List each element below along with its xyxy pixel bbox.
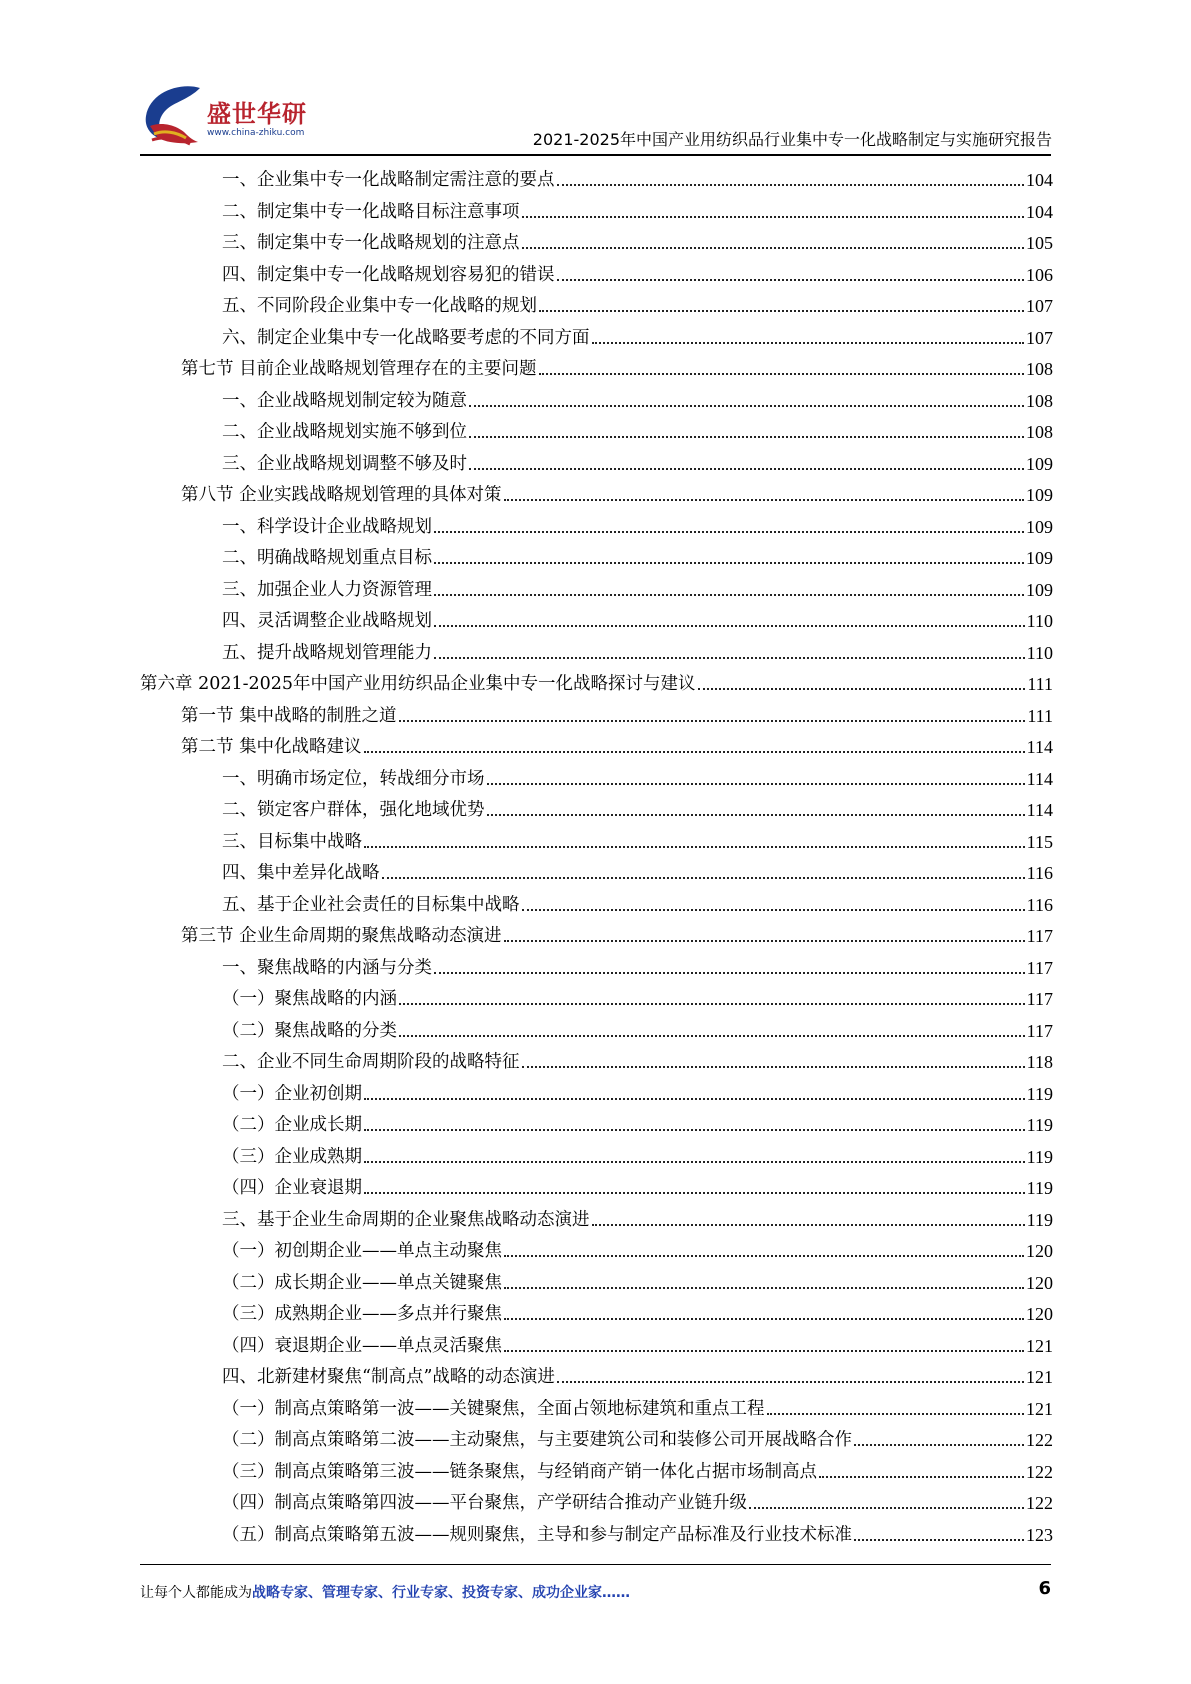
toc-entry[interactable] [222,601,1053,632]
toc-entry-page: 108 [1026,359,1053,379]
toc-entry-title: 第八节 企业实践战略规划管理的具体对策 [181,485,502,505]
toc-leader-dots [382,877,1025,879]
toc-leader-dots [399,1003,1025,1005]
toc-entry-page: 116 [1026,863,1053,883]
toc-leader-dots [434,657,1025,659]
toc-entry-page: 114 [1026,737,1053,757]
toc-entry[interactable] [222,538,1053,569]
toc-entry-title: 二、锁定客户群体，强化地域优势 [222,800,485,820]
toc-entry-page: 123 [1026,1524,1053,1545]
toc-entry-page: 121 [1026,1367,1053,1387]
toc-leader-dots [504,1255,1024,1257]
toc-leader-dots [557,184,1025,186]
toc-leader-dots [539,373,1024,375]
toc-entry[interactable] [222,759,1053,790]
toc-entry-title: （一）企业初创期 [222,1083,362,1104]
toc-entry[interactable] [222,412,1053,443]
toc-leader-dots [434,594,1024,596]
toc-leader-dots [469,468,1024,470]
toc-entry-title: 三、企业战略规划调整不够及时 [222,453,467,474]
toc-entry[interactable] [222,1105,1053,1136]
toc-entry-title: （三）企业成熟期 [222,1146,362,1167]
document-title: 2021-2025年中国产业用纺织品行业集中专一化战略制定与实施研究报告 [532,130,1052,149]
toc-entry-title: 一、科学设计企业战略规划 [222,516,432,537]
toc-entry-page: 110 [1026,611,1053,631]
toc-entry-title: 第二节 集中化战略建议 [181,737,362,757]
toc-entry[interactable] [222,318,1053,349]
footer-slogan-prefix: 让每个人都能成为 [140,1585,252,1601]
toc-entry-title: 二、制定集中专一化战略目标注意事项 [222,201,520,222]
toc-entry[interactable] [222,1042,1053,1073]
footer-slogan-highlight: 战略专家、管理专家、行业专家、投资专家、成功企业家…… [252,1585,630,1601]
toc-entry-page: 109 [1026,579,1053,600]
toc-entry-title: 四、集中差异化战略 [222,863,380,883]
toc-entry-title: 三、制定集中专一化战略规划的注意点 [222,233,520,253]
toc-entry-page: 121 [1026,1335,1053,1356]
footer-slogan [140,1582,630,1602]
toc-entry-title: 一、明确市场定位，转战细分市场 [222,768,485,789]
toc-entry[interactable] [222,223,1053,254]
toc-entry[interactable] [222,444,1053,475]
toc-entry[interactable] [222,1483,1053,1514]
toc-leader-dots [364,1098,1025,1100]
toc-entry[interactable] [140,664,1053,695]
toc-entry[interactable] [222,979,1053,1010]
toc-entry-page: 119 [1026,1178,1053,1198]
toc-entry[interactable] [181,916,1053,947]
toc-entry[interactable] [222,255,1053,286]
toc-leader-dots [522,1066,1025,1068]
toc-entry-page: 107 [1026,327,1053,348]
toc-leader-dots [364,1192,1025,1194]
toc-entry-page: 104 [1026,170,1053,190]
footer-divider [140,1564,1051,1565]
toc-leader-dots [469,405,1024,407]
toc-entry-title: 二、企业战略规划实施不够到位 [222,422,467,442]
page-number: 6 [1038,1578,1051,1599]
toc-entry[interactable] [222,1420,1053,1451]
toc-entry[interactable] [181,475,1053,506]
toc-entry-page: 118 [1026,1052,1053,1072]
toc-entry-title: 二、企业不同生命周期阶段的战略特征 [222,1052,520,1072]
toc-entry-title: 第一节 集中战略的制胜之道 [181,705,397,726]
toc-leader-dots [854,1444,1024,1446]
toc-leader-dots [364,846,1025,848]
toc-entry-page: 115 [1026,831,1053,852]
toc-entry-title: 四、北新建材聚焦“制高点”战略的动态演进 [222,1367,555,1387]
toc-entry[interactable] [222,822,1053,853]
toc-leader-dots [522,247,1025,249]
toc-entry-page: 108 [1026,422,1053,442]
toc-entry[interactable] [222,1200,1053,1231]
toc-entry-page: 116 [1026,894,1053,915]
toc-leader-dots [698,688,1026,690]
toc-leader-dots [539,310,1024,312]
toc-entry-page: 108 [1026,390,1053,411]
toc-leader-dots [854,1539,1024,1541]
toc-leader-dots [364,751,1025,753]
toc-entry[interactable] [222,1011,1053,1042]
toc-entry-title: （一）初创期企业——单点主动聚焦 [222,1241,502,1261]
toc-leader-dots [434,972,1025,974]
toc-entry-title: 六、制定企业集中专一化战略要考虑的不同方面 [222,327,590,348]
toc-leader-dots [504,1287,1024,1289]
toc-entry-title: 五、不同阶段企业集中专一化战略的规划 [222,296,537,316]
toc-entry-title: 一、聚焦战略的内涵与分类 [222,957,432,978]
toc-leader-dots [504,1350,1024,1352]
toc-leader-dots [819,1476,1024,1478]
toc-entry-page: 114 [1026,800,1053,820]
toc-leader-dots [399,720,1026,722]
toc-entry-title: （三）成熟期企业——多点并行聚焦 [222,1304,502,1324]
toc-entry-title: （三）制高点策略第三波——链条聚焦，与经销商产销一体化占据市场制高点 [222,1461,817,1482]
toc-entry-page: 111 [1027,705,1053,726]
toc-leader-dots [557,279,1025,281]
toc-leader-dots [469,436,1024,438]
toc-entry[interactable] [222,507,1053,538]
toc-entry-title: 第六章 2021-2025年中国产业用纺织品企业集中专一化战略探讨与建议 [140,674,696,694]
toc-leader-dots [504,940,1025,942]
toc-entry[interactable] [222,1294,1053,1325]
toc-entry[interactable] [222,1074,1053,1105]
toc-entry-page: 121 [1026,1398,1053,1419]
toc-entry[interactable] [222,1231,1053,1262]
toc-entry-page: 120 [1026,1241,1053,1261]
toc-entry-page: 120 [1026,1272,1053,1293]
toc-entry[interactable] [222,1137,1053,1168]
toc-entry-page: 109 [1026,516,1053,537]
toc-leader-dots [487,814,1025,816]
toc-entry-title: 五、基于企业社会责任的目标集中战略 [222,894,520,915]
toc-leader-dots [434,562,1024,564]
toc-entry-title: 第三节 企业生命周期的聚焦战略动态演进 [181,926,502,946]
toc-entry-title: （二）企业成长期 [222,1115,362,1135]
toc-entry-title: （二）制高点策略第二波——主动聚焦，与主要建筑公司和装修公司开展战略合作 [222,1430,852,1450]
toc-entry[interactable] [222,192,1053,223]
toc-entry-title: （四）衰退期企业——单点灵活聚焦 [222,1335,502,1356]
toc-entry[interactable] [222,286,1053,317]
toc-entry[interactable] [222,1168,1053,1199]
toc-leader-dots [434,625,1025,627]
toc-entry-page: 119 [1026,1209,1053,1230]
toc-entry[interactable] [222,1326,1053,1357]
toc-entry[interactable] [222,1263,1053,1294]
toc-entry[interactable] [222,790,1053,821]
toc-entry[interactable] [222,1452,1053,1483]
toc-entry-title: （四）制高点策略第四波——平台聚焦，产学研结合推动产业链升级 [222,1493,747,1513]
toc-entry-page: 122 [1026,1430,1053,1450]
logo-name: 盛世华研 [207,100,307,128]
toc-entry-page: 119 [1026,1115,1053,1135]
toc-leader-dots [504,499,1024,501]
toc-leader-dots [434,531,1024,533]
toc-entry-page: 119 [1026,1083,1053,1104]
toc-entry[interactable] [181,727,1053,758]
toc-entry-title: 三、目标集中战略 [222,831,362,852]
toc-entry-page: 120 [1026,1304,1053,1324]
toc-entry[interactable] [222,160,1053,191]
toc-entry-page: 110 [1026,642,1053,663]
toc-leader-dots [557,1381,1024,1383]
toc-entry-page: 122 [1026,1461,1053,1482]
toc-entry-title: 四、制定集中专一化战略规划容易犯的错误 [222,264,555,285]
toc-entry-page: 122 [1026,1493,1053,1513]
toc-entry-page: 117 [1026,989,1053,1009]
toc-entry-title: 三、基于企业生命周期的企业聚焦战略动态演进 [222,1209,590,1230]
toc-entry-title: （二）成长期企业——单点关键聚焦 [222,1272,502,1293]
toc-entry[interactable] [222,633,1053,664]
toc-entry-page: 106 [1026,264,1053,285]
toc-entry-title: 一、企业战略规划制定较为随意 [222,390,467,411]
toc-leader-dots [592,1224,1025,1226]
toc-entry-page: 117 [1026,957,1053,978]
toc-entry-title: 二、明确战略规划重点目标 [222,548,432,568]
toc-entry-title: （一）制高点策略第一波——关键聚焦，全面占领地标建筑和重点工程 [222,1398,765,1419]
toc-entry[interactable] [222,885,1053,916]
toc-entry-title: （四）企业衰退期 [222,1178,362,1198]
toc-leader-dots [364,1129,1025,1131]
toc-leader-dots [487,783,1025,785]
toc-entry[interactable] [222,1389,1053,1420]
toc-entry-page: 109 [1026,453,1053,474]
toc-leader-dots [749,1507,1024,1509]
toc-entry-title: 第七节 目前企业战略规划管理存在的主要问题 [181,359,537,379]
toc-entry-title: 四、灵活调整企业战略规划 [222,611,432,631]
toc-entry[interactable] [222,381,1053,412]
toc-entry-page: 114 [1026,768,1053,789]
toc-entry[interactable] [222,1357,1053,1388]
toc-leader-dots [504,1318,1024,1320]
toc-entry-page: 117 [1026,1020,1053,1041]
toc-entry-page: 117 [1026,926,1053,946]
toc-leader-dots [399,1035,1025,1037]
header-divider [140,154,1051,156]
toc-entry[interactable] [222,853,1053,884]
toc-entry[interactable] [222,1515,1053,1546]
toc-leader-dots [592,342,1025,344]
toc-entry-page: 107 [1026,296,1053,316]
toc-entry-title: （一）聚焦战略的内涵 [222,989,397,1009]
toc-entry-page: 105 [1026,233,1053,253]
toc-entry-page: 119 [1026,1146,1053,1167]
toc-entry-page: 109 [1026,485,1053,505]
toc-entry-title: （二）聚焦战略的分类 [222,1020,397,1041]
logo-url: www.china-zhiku.com [207,128,305,138]
toc-entry-page: 104 [1026,201,1053,222]
toc-entry[interactable] [222,948,1053,979]
toc-entry-page: 109 [1026,548,1053,568]
toc-leader-dots [767,1413,1025,1415]
page-header [0,0,1191,160]
toc-leader-dots [522,216,1025,218]
toc-entry-title: 五、提升战略规划管理能力 [222,642,432,663]
toc-leader-dots [364,1161,1025,1163]
toc-entry-title: （五）制高点策略第五波——规则聚焦，主导和参与制定产品标准及行业技术标准 [222,1524,852,1545]
toc-leader-dots [522,909,1025,911]
toc-entry[interactable] [222,570,1053,601]
toc-entry-title: 一、企业集中专一化战略制定需注意的要点 [222,170,555,190]
toc-entry-title: 三、加强企业人力资源管理 [222,579,432,600]
toc-entry-page: 111 [1027,674,1053,694]
toc-entry[interactable] [181,349,1053,380]
toc-entry[interactable] [181,696,1053,727]
